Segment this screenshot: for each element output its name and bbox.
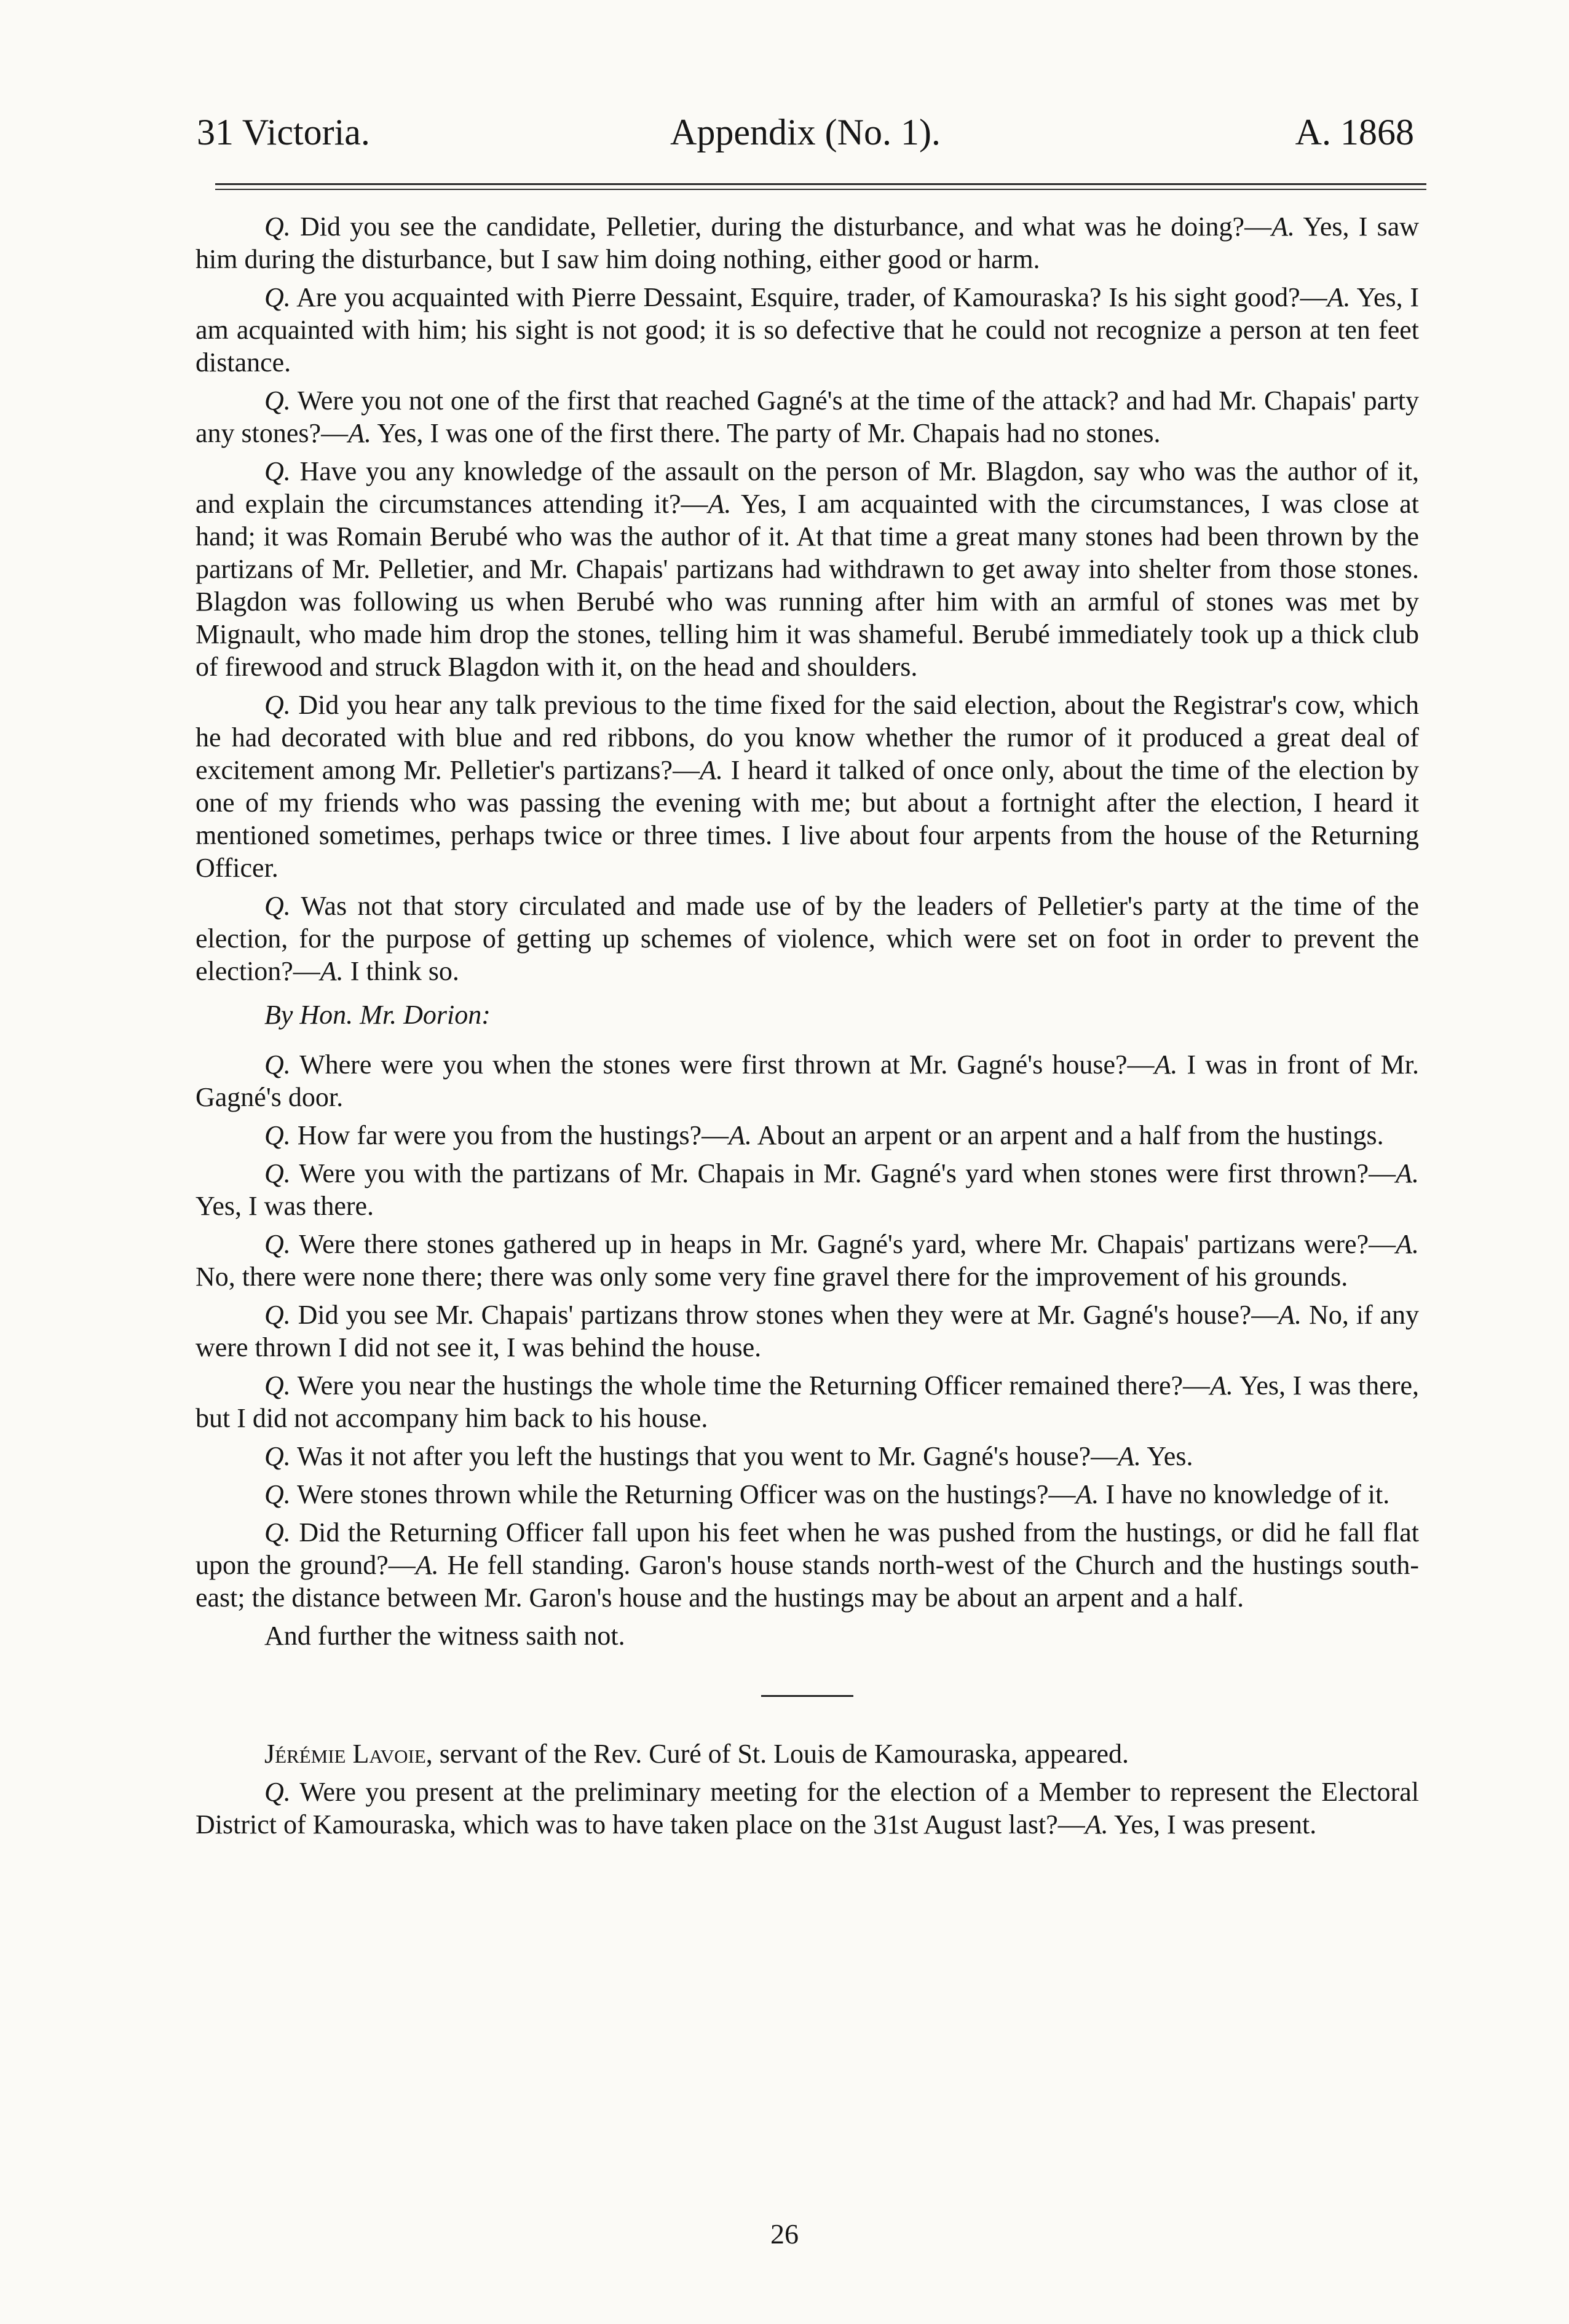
answer-text: I have no knowledge of it.	[1105, 1479, 1390, 1509]
answer-text: Yes, I was one of the first there. The party of Mr. Chapais had no stones.	[377, 418, 1161, 448]
question-answer: Q. Were you not one of the first that reached Gagné's at the time of the attack? and had Mr. Chapais' party any stones?—A. Yes, I was one of the first there. The party of Mr. Chapais had no stones.	[196, 385, 1419, 448]
question-label: Q.	[264, 1158, 291, 1188]
running-header	[197, 108, 1414, 157]
question-text: Was it not after you left the hustings that you went to Mr. Gagné's house?	[297, 1441, 1091, 1471]
answer-text: He fell standing. Garon's house stands north-west of the Church and the hustings south-east; the distance between Mr. Garon's house and the hustings may be about an arpent and a half.	[196, 1550, 1420, 1613]
examiner-byline: By Hon. Mr. Dorion:	[264, 1000, 491, 1030]
answer-label: A.	[1154, 1049, 1178, 1080]
answer-label: A.	[1085, 1809, 1109, 1840]
question-text: Did the Returning Officer fall upon his feet when he was pushed from the hustings, or did he fall flat upon the ground?	[196, 1517, 1419, 1580]
question-answer: Q. Are you acquainted with Pierre Dessaint, Esquire, trader, of Kamouraska? Is his sight good?—A. Yes, I am acquainted with him; his sight is not good; it is so defective that he could not recognize a person at ten feet distance.	[196, 282, 1419, 377]
appendix-title: Appendix (No. 1).	[670, 112, 941, 152]
question-text: Were stones thrown while the Returning Officer was on the hustings?	[297, 1479, 1049, 1509]
question-label: Q.	[264, 1370, 291, 1401]
question-text: Were you present at the preliminary meeting for the election of a Member to represent the Electoral District of Kamouraska, which was to have taken place on the 31st August last?	[196, 1777, 1419, 1840]
question-label: Q.	[264, 1441, 291, 1471]
question-text: Were there stones gathered up in heaps in Mr. Gagné's yard, where Mr. Chapais' partizans were?	[299, 1229, 1369, 1259]
answer-text: Yes.	[1147, 1441, 1193, 1471]
answer-text: About an arpent or an arpent and a half from the hustings.	[757, 1120, 1384, 1150]
question-text: Where were you when the stones were first thrown at Mr. Gagné's house?	[299, 1049, 1128, 1080]
answer-label: A.	[415, 1550, 439, 1580]
question-answer: Q. Did the Returning Officer fall upon his feet when he was pushed from the hustings, or did he fall flat upon the ground?—A. He fell standing. Garon's house stands north-west of the Church and the hustings south-east; the distance between Mr. Garon's house and the hustings may be about an arpent and a half.	[196, 1517, 1420, 1613]
question-answer: Q. Were you with the partizans of Mr. Chapais in Mr. Gagné's yard when stones were first thrown?—A. Yes, I was there.	[196, 1158, 1420, 1221]
question-text: Are you acquainted with Pierre Dessaint, Esquire, trader, of Kamouraska? Is his sight good?	[296, 282, 1300, 312]
question-answer: Q. Did you see Mr. Chapais' partizans throw stones when they were at Mr. Gagné's house?—A. No, if any were thrown I did not see it, I was behind the house.	[196, 1300, 1419, 1362]
question-answer: Q. Did you hear any talk previous to the time fixed for the said election, about the Registrar's cow, which he had decorated with blue and red ribbons, do you know whether the rumor of it produced a great deal of excitement among Mr. Pelletier's partizans?—A. I heard it talked of once only, about the time of the election by one of my friends who was passing the evening with me; but about a fortnight after the election, I heard it mentioned sometimes, perhaps twice or three times. I live about four arpents from the house of the Returning Officer.	[196, 690, 1420, 883]
question-label: Q.	[264, 1517, 291, 1547]
witness-intro	[196, 1737, 1419, 1770]
header-rule-double	[215, 189, 1426, 190]
question-answer: Q. Were there stones gathered up in heaps in Mr. Gagné's yard, where Mr. Chapais' partizans were?—A. No, there were none there; there was only some very fine gravel there for the improvement of his grounds.	[196, 1229, 1419, 1292]
question-answer: Q. Was it not after you left the hustings that you went to Mr. Gagné's house?—A. Yes.	[264, 1441, 1193, 1471]
question-label: Q.	[264, 1229, 291, 1259]
question-text: How far were you from the hustings?	[297, 1120, 702, 1150]
answer-text: Yes, I saw him during the disturbance, but I saw him doing nothing, either good or harm.	[196, 211, 1420, 274]
answer-text: Yes, I am acquainted with him; his sight is not good; it is so defective that he could not recognize a person at ten feet distance.	[196, 282, 1419, 377]
witness-name: Jérémie Lavoie	[264, 1739, 426, 1769]
question-answer: Q. Were you present at the preliminary meeting for the election of a Member to represent the Electoral District of Kamouraska, which was to have taken place on the 31st August last?—A. Yes, I was present.	[196, 1777, 1419, 1840]
answer-label: A.	[1271, 211, 1295, 242]
answer-text: Yes, I was there, but I did not accompany him back to his house.	[196, 1370, 1419, 1433]
answer-label: A.	[708, 489, 732, 519]
question-answer: Q. How far were you from the hustings?—A. About an arpent or an arpent and a half from the hustings.	[264, 1120, 1384, 1150]
question-text: Were you not one of the first that reached Gagné's at the time of the attack? and had Mr. Chapais' party any stones?	[196, 385, 1419, 448]
closing-statement: And further the witness saith not.	[264, 1621, 625, 1651]
question-answer: Q. Have you any knowledge of the assault on the person of Mr. Blagdon, say who was the author of it, and explain the circumstances attending it?—A. Yes, I am acquainted with the circumstances, I was close at hand; it was Romain Berubé who was the author of it. At that time a great many stones had been thrown by the partizans of Mr. Pelletier, and Mr. Chapais' partizans had withdrawn to get away into shelter from those stones. Blagdon was following us when Berubé who was running after him with an armful of stones was met by Mignault, who made him drop the stones, telling him it was shameful. Berubé immediately took up a thick club of firewood and struck Blagdon with it, on the head and shoulders.	[196, 456, 1420, 682]
question-label: Q.	[264, 1479, 291, 1509]
question-text: Were you with the partizans of Mr. Chapais in Mr. Gagné's yard when stones were first thrown?	[299, 1158, 1369, 1188]
question-answer: Q. Where were you when the stones were first thrown at Mr. Gagné's house?—A. I was in front of Mr. Gagné's door.	[196, 1049, 1419, 1112]
answer-label: A.	[1118, 1441, 1142, 1471]
testimony-body	[196, 210, 1419, 1841]
question-answer: Q. Were stones thrown while the Returning Officer was on the hustings?—A. I have no knowledge of it.	[264, 1479, 1390, 1509]
answer-label: A.	[700, 755, 723, 785]
question-answer: Q. Were you near the hustings the whole time the Returning Officer remained there?—A. Yes, I was there, but I did not accompany him back to his house.	[196, 1370, 1419, 1433]
question-label: Q.	[264, 282, 291, 312]
answer-text: No, there were none there; there was only some very fine gravel there for the improvement of his grounds.	[196, 1262, 1348, 1292]
answer-text: I was in front of Mr. Gagné's door.	[196, 1049, 1419, 1112]
answer-text: Yes, I was present.	[1114, 1809, 1317, 1840]
testimony-paragraphs	[196, 210, 1419, 1652]
header-rule	[215, 183, 1426, 185]
answer-label: A.	[1075, 1479, 1099, 1509]
witness-description: , servant of the Rev. Curé of St. Louis de Kamouraska, appeared.	[425, 1739, 1129, 1769]
question-text: Did you hear any talk previous to the time fixed for the said election, about the Registrar's cow, which he had decorated with blue and red ribbons, do you know whether the rumor of it produced a great deal of excitement among Mr. Pelletier's partizans?	[196, 690, 1419, 785]
question-label: Q.	[264, 1049, 291, 1080]
answer-label: A.	[1278, 1300, 1302, 1330]
answer-text: No, if any were thrown I did not see it, I was behind the house.	[196, 1300, 1419, 1362]
question-label: Q.	[264, 456, 291, 486]
question-label: Q.	[264, 1300, 291, 1330]
section-separator	[761, 1695, 853, 1697]
answer-label: A.	[729, 1120, 753, 1150]
question-text: Have you any knowledge of the assault on the person of Mr. Blagdon, say who was the author of it, and explain the circumstances attending it?	[196, 456, 1420, 519]
question-label: Q.	[264, 211, 291, 242]
answer-text: Yes, I was there.	[196, 1191, 374, 1221]
answer-label: A.	[1327, 282, 1351, 312]
answer-label: A.	[348, 418, 371, 448]
answer-label: A.	[1396, 1229, 1419, 1259]
question-text: Did you see the candidate, Pelletier, during the disturbance, and what was he doing?	[299, 211, 1245, 242]
answer-label: A.	[320, 956, 344, 986]
question-answer: Q. Was not that story circulated and made use of by the leaders of Pelletier's party at the time of the election, for the purpose of getting up schemes of violence, which were set on foot in order to prevent the election?—A. I think so.	[196, 891, 1419, 986]
question-label: Q.	[264, 385, 291, 416]
question-label: Q.	[264, 690, 291, 720]
answer-label: A.	[1396, 1158, 1420, 1188]
answer-label: A.	[1210, 1370, 1233, 1401]
question-answer: Q. Did you see the candidate, Pelletier, during the disturbance, and what was he doing?—A. Yes, I saw him during the disturbance, but I saw him doing nothing, either good or harm.	[196, 211, 1420, 274]
question-label: Q.	[264, 1777, 291, 1807]
question-text: Was not that story circulated and made use of by the leaders of Pelletier's party at the time of the election, for the purpose of getting up schemes of violence, which were set on foot in order to prevent the election?	[196, 891, 1419, 986]
question-text: Did you see Mr. Chapais' partizans throw stones when they were at Mr. Gagné's house?	[298, 1300, 1252, 1330]
answer-text: I heard it talked of once only, about the time of the election by one of my friends who was passing the evening with me; but about a fortnight after the election, I heard it mentioned sometimes, perhaps twice or three times. I live about four arpents from the house of the Returning Officer.	[196, 755, 1420, 883]
answer-text: Yes, I am acquainted with the circumstances, I was close at hand; it was Romain Berubé who was the author of it. At that time a great many stones had been thrown by the partizans of Mr. Pelletier, and Mr. Chapais' partizans had withdrawn to get away into shelter from those stones. Blagdon was following us when Berubé who was running after him with an armful of stones was met by Mignault, who made him drop the stones, telling him it was shameful. Berubé immediately took up a thick club of firewood and struck Blagdon with it, on the head and shoulders.	[196, 489, 1419, 682]
answer-text: I think so.	[350, 956, 459, 986]
question-label: Q.	[264, 1120, 291, 1150]
question-label: Q.	[264, 891, 291, 921]
question-text: Were you near the hustings the whole time the Returning Officer remained there?	[297, 1370, 1184, 1401]
page-number: 26	[770, 2218, 799, 2250]
year-label: A. 1868	[1295, 112, 1414, 152]
session-label: 31 Victoria.	[197, 112, 370, 152]
